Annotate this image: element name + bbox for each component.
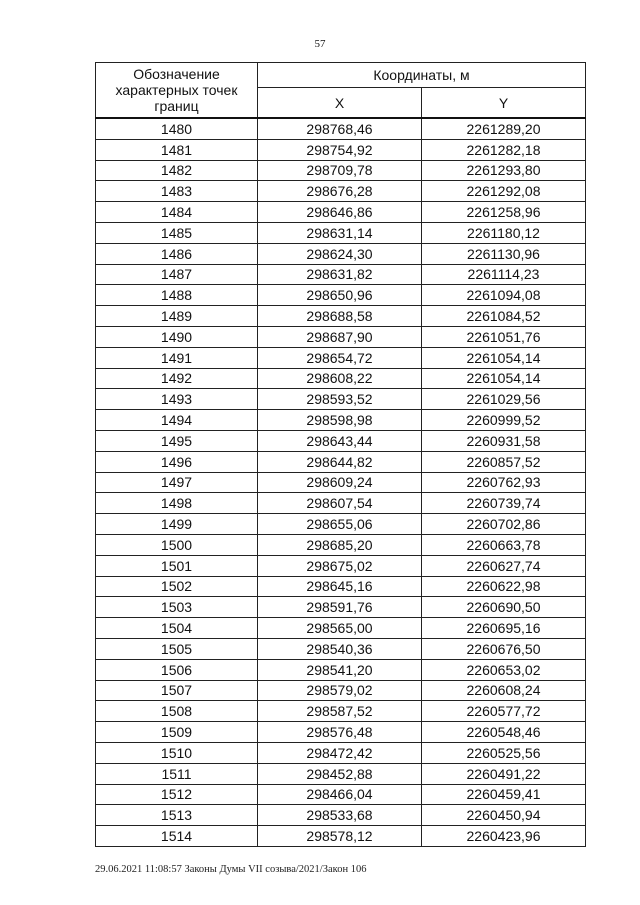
y-cell: 2261054,14 [422,347,586,368]
y-cell: 2261029,56 [422,389,586,410]
x-cell: 298709,78 [258,160,422,181]
y-cell: 2261289,20 [422,118,586,139]
footer-stamp: 29.06.2021 11:08:57 Законы Думы VII созыва/2021/Закон 106 [95,864,367,875]
x-cell: 298472,42 [258,742,422,763]
point-id-cell: 1509 [96,722,258,743]
table-row [96,555,586,576]
x-cell: 298565,00 [258,618,422,639]
y-cell: 2260931,58 [422,430,586,451]
point-id-cell: 1498 [96,493,258,514]
y-cell: 2261051,76 [422,326,586,347]
table-row [96,306,586,327]
y-cell: 2260653,02 [422,659,586,680]
table-row [96,202,586,223]
point-id-cell: 1490 [96,326,258,347]
y-cell: 2261180,12 [422,222,586,243]
point-id-cell: 1504 [96,618,258,639]
point-id-cell: 1485 [96,222,258,243]
x-cell: 298541,20 [258,659,422,680]
header-coordinates: Координаты, м [258,63,586,88]
table-row [96,368,586,389]
point-id-cell: 1488 [96,285,258,306]
point-id-cell: 1508 [96,701,258,722]
y-cell: 2260857,52 [422,451,586,472]
y-cell: 2261054,14 [422,368,586,389]
x-cell: 298466,04 [258,784,422,805]
point-id-cell: 1482 [96,160,258,181]
y-cell: 2261114,23 [422,264,586,285]
coordinates-table [95,62,586,847]
x-cell: 298609,24 [258,472,422,493]
x-cell: 298676,28 [258,181,422,202]
y-cell: 2261130,96 [422,243,586,264]
x-cell: 298643,44 [258,430,422,451]
point-id-cell: 1500 [96,534,258,555]
x-cell: 298452,88 [258,763,422,784]
x-cell: 298587,52 [258,701,422,722]
table-body [96,118,586,846]
point-id-cell: 1486 [96,243,258,264]
point-id-cell: 1502 [96,576,258,597]
x-cell: 298646,86 [258,202,422,223]
y-cell: 2260695,16 [422,618,586,639]
table-row [96,451,586,472]
table-row [96,493,586,514]
y-cell: 2261292,08 [422,181,586,202]
y-cell: 2260627,74 [422,555,586,576]
table-row [96,139,586,160]
point-id-cell: 1495 [96,430,258,451]
point-id-cell: 1497 [96,472,258,493]
table-row [96,514,586,535]
table-row [96,763,586,784]
x-cell: 298608,22 [258,368,422,389]
point-id-cell: 1507 [96,680,258,701]
table-row [96,784,586,805]
point-id-cell: 1496 [96,451,258,472]
x-cell: 298607,54 [258,493,422,514]
table-row [96,285,586,306]
y-cell: 2260762,93 [422,472,586,493]
x-cell: 298768,46 [258,118,422,139]
y-cell: 2260459,41 [422,784,586,805]
x-cell: 298579,02 [258,680,422,701]
point-id-cell: 1512 [96,784,258,805]
table-row [96,701,586,722]
y-cell: 2260663,78 [422,534,586,555]
table-row [96,264,586,285]
table-row [96,680,586,701]
table-row [96,326,586,347]
y-cell: 2260676,50 [422,638,586,659]
y-cell: 2260525,56 [422,742,586,763]
x-cell: 298591,76 [258,597,422,618]
point-id-cell: 1494 [96,410,258,431]
table-row [96,826,586,847]
y-cell: 2261094,08 [422,285,586,306]
table-row [96,742,586,763]
x-cell: 298540,36 [258,638,422,659]
table-row [96,243,586,264]
page-number: 57 [314,38,326,50]
point-id-cell: 1481 [96,139,258,160]
point-id-cell: 1499 [96,514,258,535]
table-header [96,63,586,119]
point-id-cell: 1489 [96,306,258,327]
table-row [96,222,586,243]
table-row [96,722,586,743]
table-row [96,410,586,431]
y-cell: 2260622,98 [422,576,586,597]
header-y: Y [422,88,586,119]
x-cell: 298754,92 [258,139,422,160]
x-cell: 298688,58 [258,306,422,327]
table-row [96,430,586,451]
x-cell: 298631,14 [258,222,422,243]
point-id-cell: 1501 [96,555,258,576]
y-cell: 2260999,52 [422,410,586,431]
point-id-cell: 1503 [96,597,258,618]
y-cell: 2260608,24 [422,680,586,701]
table-row [96,472,586,493]
x-cell: 298685,20 [258,534,422,555]
table-row [96,160,586,181]
x-cell: 298578,12 [258,826,422,847]
table-row [96,118,586,139]
table-row [96,659,586,680]
point-id-cell: 1483 [96,181,258,202]
y-cell: 2260702,86 [422,514,586,535]
table-row [96,597,586,618]
y-cell: 2261084,52 [422,306,586,327]
x-cell: 298644,82 [258,451,422,472]
table-row [96,347,586,368]
x-cell: 298654,72 [258,347,422,368]
table-row [96,805,586,826]
point-id-cell: 1511 [96,763,258,784]
y-cell: 2260548,46 [422,722,586,743]
x-cell: 298675,02 [258,555,422,576]
table-row [96,389,586,410]
point-id-cell: 1493 [96,389,258,410]
y-cell: 2260690,50 [422,597,586,618]
x-cell: 298650,96 [258,285,422,306]
y-cell: 2260423,96 [422,826,586,847]
point-id-cell: 1484 [96,202,258,223]
point-id-cell: 1480 [96,118,258,139]
point-id-cell: 1487 [96,264,258,285]
x-cell: 298593,52 [258,389,422,410]
x-cell: 298655,06 [258,514,422,535]
point-id-cell: 1513 [96,805,258,826]
point-id-cell: 1514 [96,826,258,847]
y-cell: 2261293,80 [422,160,586,181]
x-cell: 298624,30 [258,243,422,264]
y-cell: 2261258,96 [422,202,586,223]
x-cell: 298631,82 [258,264,422,285]
table-row [96,576,586,597]
point-id-cell: 1491 [96,347,258,368]
point-id-cell: 1510 [96,742,258,763]
y-cell: 2260450,94 [422,805,586,826]
y-cell: 2260739,74 [422,493,586,514]
table-row [96,534,586,555]
x-cell: 298687,90 [258,326,422,347]
y-cell: 2260491,22 [422,763,586,784]
point-id-cell: 1505 [96,638,258,659]
header-x: X [258,88,422,119]
y-cell: 2261282,18 [422,139,586,160]
table-row [96,181,586,202]
point-id-cell: 1506 [96,659,258,680]
point-id-cell: 1492 [96,368,258,389]
x-cell: 298576,48 [258,722,422,743]
x-cell: 298533,68 [258,805,422,826]
header-designation: Обозначение характерных точек границ [96,63,258,119]
table-row [96,638,586,659]
y-cell: 2260577,72 [422,701,586,722]
x-cell: 298645,16 [258,576,422,597]
x-cell: 298598,98 [258,410,422,431]
table-row [96,618,586,639]
